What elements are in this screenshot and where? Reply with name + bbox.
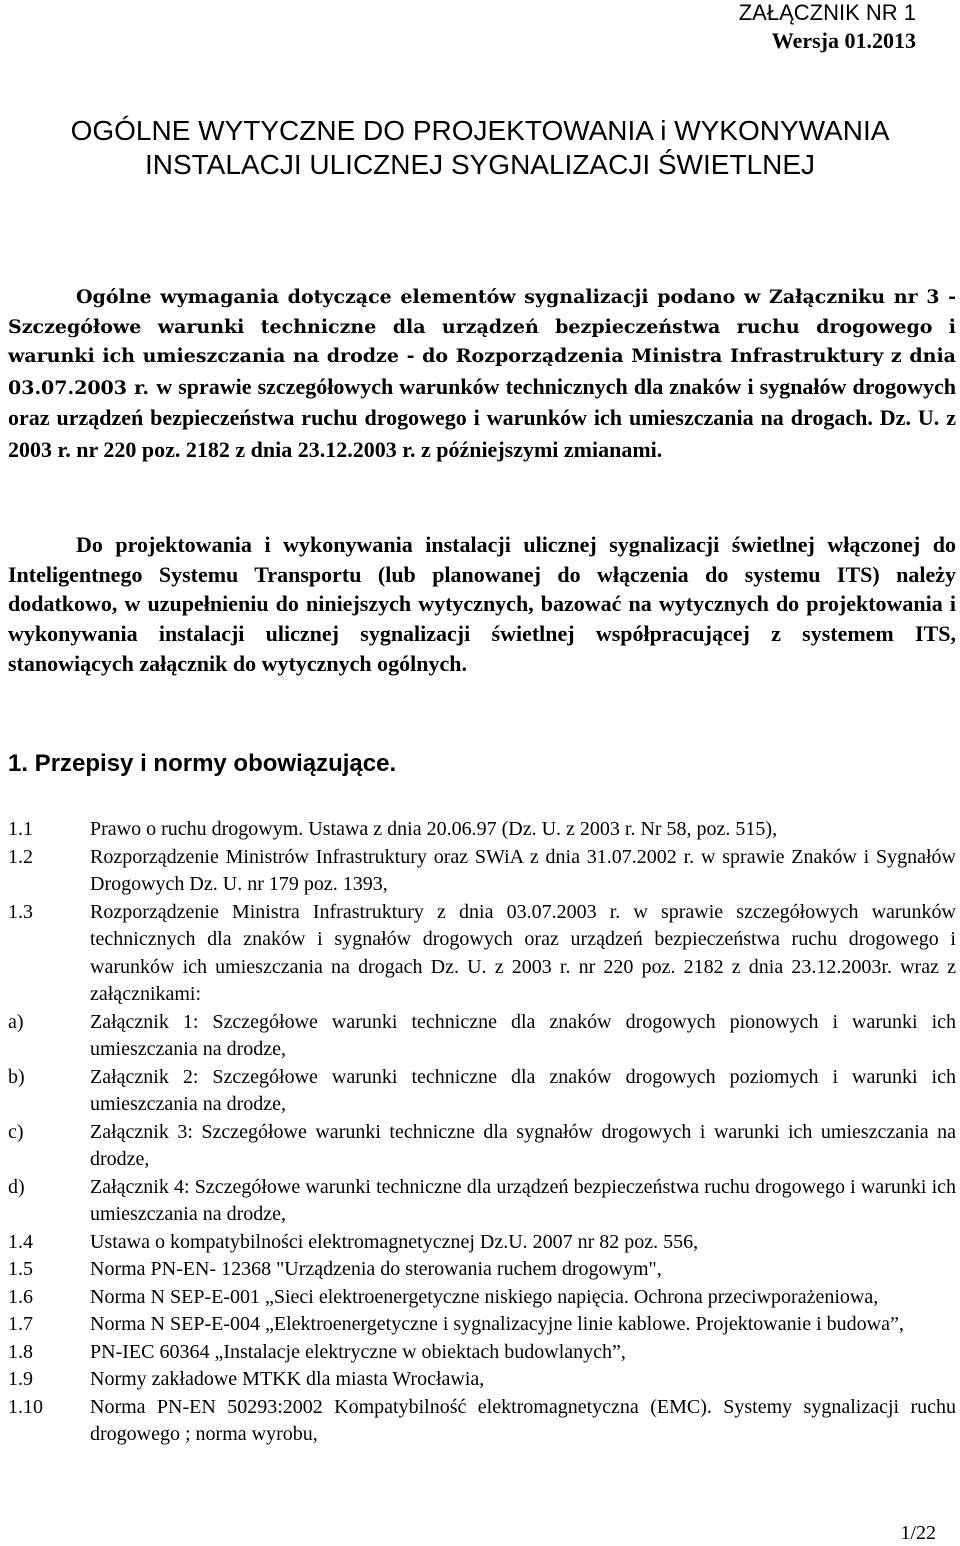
document-title-line-1: OGÓLNE WYTYCZNE DO PROJEKTOWANIA i WYKONYWANIA <box>70 115 890 146</box>
list-item <box>8 1174 956 1229</box>
item-number: a) <box>8 1010 24 1033</box>
item-text: Norma PN-EN 50293:2002 Kompatybilność elektromagnetyczna (EMC). Systemy sygnalizacji ruchu drogowego ; norma wyrobu, <box>90 1395 956 1445</box>
item-number: 1.1 <box>8 818 33 840</box>
list-item <box>8 1256 956 1284</box>
list-item <box>8 1119 956 1174</box>
document-title-line-2: INSTALACJI ULICZNEJ SYGNALIZACJI ŚWIETLNEJ <box>144 149 816 180</box>
attachment-label: ZAŁĄCZNIK NR 1 <box>738 0 916 25</box>
item-number: d) <box>8 1175 25 1198</box>
intro-paragraph <box>8 283 956 466</box>
intro-lead-text: Ogólne wymagania dotyczące elementów sygnalizacji podano w Załączniku nr 3 - Szczegółowe warunki techniczne dla urządzeń bezpieczeństwa ruchu drogowego i warunki ich umieszczania na drodze - do Rozporządzenia Ministra Infrastruktury z dnia 03.07.2003 r. <box>8 286 956 399</box>
item-text: Normy zakładowe MTKK dla miasta Wrocławia, <box>90 1368 485 1390</box>
item-number: 1.9 <box>8 1368 33 1390</box>
item-text: Norma PN-EN- 12368 "Urządzenia do sterowania ruchem drogowym", <box>90 1258 662 1280</box>
item-number: 1.2 <box>8 845 33 868</box>
item-number: 1.3 <box>8 900 33 923</box>
regulations-list <box>8 816 956 1449</box>
list-item <box>8 1394 956 1449</box>
item-text: PN-IEC 60364 „Instalacje elektryczne w obiektach budowlanych”, <box>90 1340 626 1363</box>
list-item <box>8 1009 956 1064</box>
list-item <box>8 844 956 899</box>
item-text: Rozporządzenie Ministrów Infrastruktury oraz SWiA z dnia 31.07.2002 r. w sprawie Znaków i Sygnałów Drogowych Dz. U. nr 179 poz. 1393, <box>90 845 956 895</box>
list-item <box>8 1284 956 1312</box>
item-number: c) <box>8 1120 24 1143</box>
item-number: 1.7 <box>8 1313 33 1335</box>
item-text: Załącznik 2: Szczegółowe warunki techniczne dla znaków drogowych poziomych i warunki ich umieszczania na drodze, <box>90 1065 956 1115</box>
item-number: 1.8 <box>8 1340 33 1363</box>
its-paragraph-text: Do projektowania i wykonywania instalacji ulicznej sygnalizacji świetlnej włączonej do Inteligentnego Systemu Transportu (lub planowanej do włączenia do systemu ITS) należy dodatkowo, w uzupełnieniu do niniejszych wytycznych, bazować na wytycznych do projektowania i wykonywania instalacji ulicznej sygnalizacji świetlnej współpracującej z systemem ITS, stanowiących załącznik do wytycznych ogólnych. <box>8 532 956 676</box>
intro-rest-text: w sprawie szczegółowych warunków technicznych dla znaków i sygnałów drogowych oraz urządzeń bezpieczeństwa ruchu drogowego i warunków ich umieszczania na drogach. Dz. U. z 2003 r. nr 220 poz. 2182 z dnia 23.12.2003 r. z późniejszymi zmianami. <box>8 373 956 462</box>
item-number: 1.4 <box>8 1230 33 1253</box>
item-text: Rozporządzenie Ministra Infrastruktury z dnia 03.07.2003 r. w sprawie szczegółowych warunków technicznych dla znaków i sygnałów drogowych oraz urządzeń bezpieczeństwa ruchu drogowego i warunków ich umieszczania na drogach Dz. U. z 2003 r. nr 220 poz. 2182 z dnia 23.12.2003r. wraz z załącznikami: <box>90 900 956 1005</box>
list-item <box>8 1064 956 1119</box>
its-paragraph <box>8 530 956 679</box>
version-label: Wersja 01.2013 <box>771 28 916 53</box>
item-text: Załącznik 1: Szczegółowe warunki techniczne dla znaków drogowych pionowych i warunki ich umieszczania na drodze, <box>90 1010 956 1060</box>
page-number: 1/22 <box>900 1522 936 1544</box>
list-item <box>8 1229 956 1257</box>
item-text: Norma N SEP-E-001 „Sieci elektroenergetyczne niskiego napięcia. Ochrona przeciwporażeniowa, <box>90 1285 879 1308</box>
list-item <box>8 1366 956 1394</box>
item-text: Ustawa o kompatybilności elektromagnetycznej Dz.U. 2007 nr 82 poz. 556, <box>90 1230 699 1253</box>
item-text: Załącznik 3: Szczegółowe warunki techniczne dla sygnałów drogowych i warunki ich umieszczania na drodze, <box>90 1120 956 1170</box>
section-heading: 1. Przepisy i normy obowiązujące. <box>8 750 397 777</box>
item-text: Załącznik 4: Szczegółowe warunki techniczne dla urządzeń bezpieczeństwa ruchu drogowego i warunki ich umieszczania na drodze, <box>90 1175 956 1225</box>
list-item <box>8 899 956 1009</box>
item-number: 1.6 <box>8 1285 33 1308</box>
item-number: 1.10 <box>8 1395 43 1418</box>
item-text: Prawo o ruchu drogowym. Ustawa z dnia 20.06.97 (Dz. U. z 2003 r. Nr 58, poz. 515), <box>90 818 778 840</box>
list-item <box>8 1311 956 1339</box>
item-number: b) <box>8 1065 25 1088</box>
list-item <box>8 816 956 844</box>
item-text: Norma N SEP-E-004 „Elektroenergetyczne i sygnalizacyjne linie kablowe. Projektowanie i budowa”, <box>90 1313 904 1335</box>
list-item <box>8 1339 956 1367</box>
item-number: 1.5 <box>8 1258 33 1280</box>
